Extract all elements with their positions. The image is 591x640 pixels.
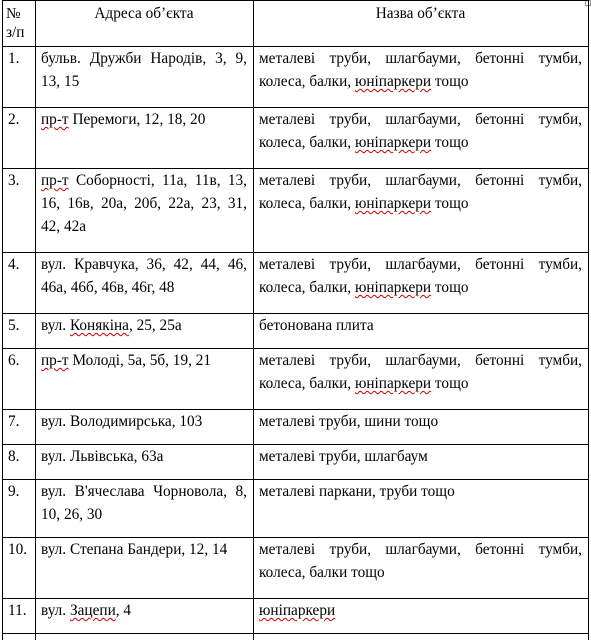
row-object-name: [254, 47, 589, 108]
spellcheck-flagged-text: юніпаркери: [355, 375, 431, 392]
row-address: [36, 169, 254, 253]
cell-text: металеві труби, шлагбауми, бетонні тумби, колеса, балки,: [259, 352, 582, 392]
cell-text: тощо: [431, 73, 468, 90]
objects-table: [2, 0, 589, 640]
cell-text: бульв. Дружби Народів, 3, 9, 13, 15: [41, 50, 247, 90]
row-address: [36, 349, 254, 410]
row-object-name: [254, 480, 589, 538]
row-address: [36, 47, 254, 108]
table-row: [3, 314, 589, 349]
spellcheck-flagged-text: юніпаркери: [355, 195, 431, 212]
row-object-name: [254, 538, 589, 599]
row-address: [36, 538, 254, 599]
cell-text: , 25, 25а: [129, 317, 182, 334]
row-object-name: [254, 108, 589, 169]
spellcheck-flagged-text: юніпаркери: [259, 602, 335, 619]
spellcheck-flagged-text: пр-т: [41, 111, 69, 128]
cell-text: металеві труби, шлагбауми, бетонні тумби, колеса, балки,: [259, 111, 582, 151]
cell-text: вул. Володимирська, 103: [41, 413, 202, 430]
row-object-name: [254, 599, 589, 634]
cell-text: металеві труби, шлагбауми, бетонні тумби, колеса, балки,: [259, 172, 582, 212]
row-address: [36, 410, 254, 445]
table-row: [3, 108, 589, 169]
cutoff-cell: [36, 634, 254, 640]
row-object-name: [254, 314, 589, 349]
row-number: 10.: [3, 538, 36, 599]
cell-text: металеві паркани, труби тощо: [259, 483, 455, 500]
row-number: 4.: [3, 253, 36, 314]
header-address: Адреса об’єкта: [36, 1, 254, 47]
cell-text: , 4: [116, 602, 131, 619]
row-number: 3.: [3, 169, 36, 253]
table-row: [3, 410, 589, 445]
row-address: [36, 108, 254, 169]
cell-text: вул.: [41, 602, 70, 619]
row-number: 6.: [3, 349, 36, 410]
table-row: [3, 47, 589, 108]
cutoff-cell: [3, 634, 36, 640]
cell-text: Перемоги, 12, 18, 20: [69, 111, 206, 128]
row-object-name: [254, 253, 589, 314]
table-header-row: [3, 1, 589, 47]
table-row: [3, 253, 589, 314]
table-row: [3, 169, 589, 253]
row-number: 9.: [3, 480, 36, 538]
row-object-name: [254, 410, 589, 445]
table-row: [3, 538, 589, 599]
row-object-name: [254, 169, 589, 253]
row-address: [36, 599, 254, 634]
row-address: [36, 253, 254, 314]
spellcheck-flagged-text: Конякіна: [70, 317, 129, 334]
spellcheck-flagged-text: юніпаркери: [355, 279, 431, 296]
cell-text: вул. Кравчука, 36, 42, 44, 46, 46а, 46б, 46в, 46г, 48: [41, 256, 247, 296]
spellcheck-flagged-text: пр-т: [41, 352, 69, 369]
table-row: [3, 599, 589, 634]
spellcheck-flagged-text: юніпаркери: [355, 134, 431, 151]
cell-text: бетонована плита: [259, 317, 374, 334]
table-row: [3, 349, 589, 410]
spellcheck-flagged-text: Зацепи: [70, 602, 116, 619]
row-number: 7.: [3, 410, 36, 445]
cell-text: тощо: [431, 279, 468, 296]
header-name: Назва об’єкта: [254, 1, 589, 47]
row-number: 11.: [3, 599, 36, 634]
table-body: [3, 47, 589, 640]
row-number: 5.: [3, 314, 36, 349]
cell-text: металеві труби, шлагбаум: [259, 448, 428, 465]
cell-text: тощо: [431, 134, 468, 151]
cutoff-cell: [254, 634, 589, 640]
row-address: [36, 480, 254, 538]
cell-text: металеві труби, шлагбауми, бетонні тумби, колеса, балки,: [259, 256, 582, 296]
table-row: [3, 445, 589, 480]
spellcheck-flagged-text: пр-т: [41, 172, 69, 189]
cell-text: вул. Степана Бандери, 12, 14: [41, 541, 227, 558]
cell-text: тощо: [431, 195, 468, 212]
cell-text: металеві труби, шлагбауми, бетонні тумби, колеса, балки тощо: [259, 541, 582, 581]
cell-text: вул.: [41, 317, 70, 334]
row-object-name: [254, 445, 589, 480]
spellcheck-flagged-text: юніпаркери: [355, 73, 431, 90]
cell-text: вул. В'ячеслава Чорновола, 8, 10, 26, 30: [41, 483, 247, 523]
row-number: 8.: [3, 445, 36, 480]
row-address: [36, 314, 254, 349]
row-object-name: [254, 349, 589, 410]
header-number: № з/п: [3, 1, 36, 47]
cell-text: металеві труби, шини тощо: [259, 413, 438, 430]
cell-text: Соборності, 11а, 11в, 13, 16, 16в, 20а, 20б, 22а, 23, 31, 42, 42а: [41, 172, 247, 235]
cell-text: вул. Львівська, 63а: [41, 448, 163, 465]
table-row: [3, 480, 589, 538]
cell-text: Молоді, 5а, 5б, 19, 21: [69, 352, 211, 369]
cell-text: металеві труби, шлагбауми, бетонні тумби, колеса, балки,: [259, 50, 582, 90]
table-row-cutoff: [3, 634, 589, 640]
cell-text: тощо: [431, 375, 468, 392]
row-number: 2.: [3, 108, 36, 169]
row-address: [36, 445, 254, 480]
row-number: 1.: [3, 47, 36, 108]
